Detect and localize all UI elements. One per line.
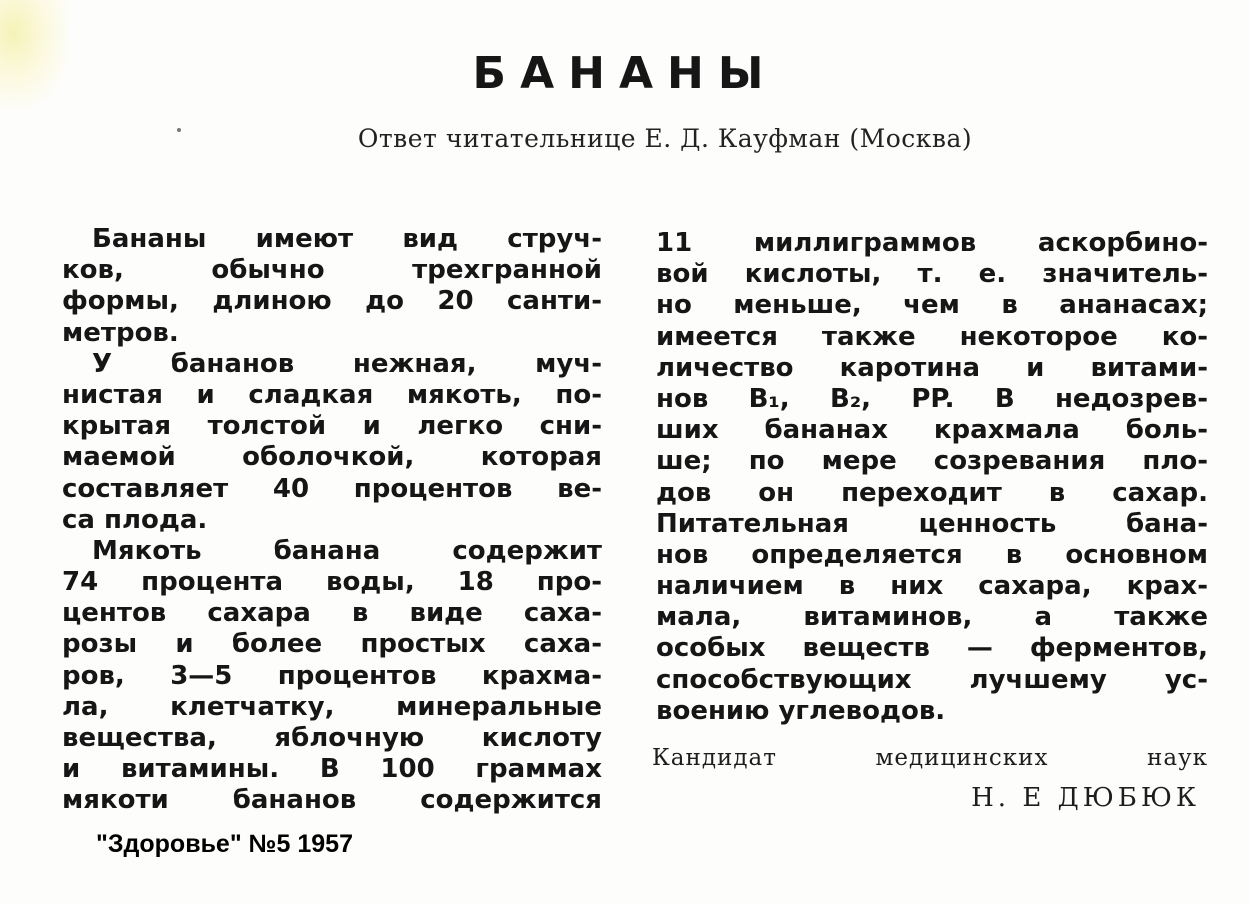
text-line: 11 миллиграммов аскорбино- xyxy=(656,228,1208,258)
text-line: ших бананах крахмала боль- xyxy=(656,415,1208,446)
text-line: дов он переходит в сахар. xyxy=(656,477,1208,508)
text-line: и витамины. В 100 граммах xyxy=(62,754,602,785)
text-line: имеется также некоторое ко- xyxy=(656,321,1208,352)
text-line: вещества, яблочную кислоту xyxy=(62,723,602,753)
text-line: особых веществ — ферментов, xyxy=(656,633,1208,664)
text-line: крытая толстой и легко сни- xyxy=(62,411,602,442)
text-line: нов B₁, B₂, PP. В недозрев- xyxy=(656,383,1208,414)
text-line: ше; по мере созревания пло- xyxy=(656,446,1208,477)
text-line: наличием в них сахара, крах- xyxy=(656,571,1208,602)
author-title: Кандидат медицинских наук xyxy=(652,745,1208,771)
author-signature xyxy=(652,745,1208,813)
text-line: нистая и сладкая мякоть, по- xyxy=(62,379,602,410)
author-name: Н. Е ДЮБЮК xyxy=(971,783,1200,813)
text-line: мала, витаминов, а также xyxy=(656,602,1208,633)
text-line: личество каротина и витами- xyxy=(656,352,1208,383)
text-line: воению углеводов. xyxy=(656,695,946,726)
text-line: ла, клетчатку, минеральные xyxy=(62,691,602,722)
text-line: розы и более простых саха- xyxy=(62,629,602,660)
text-line: составляет 40 процентов ве- xyxy=(62,473,602,504)
article-subtitle: Ответ читательнице Е. Д. Кауфман (Москва) xyxy=(357,124,973,153)
source-caption: "Здоровье" №5 1957 xyxy=(96,830,353,858)
text-line: са плода. xyxy=(62,504,208,535)
text-line: но меньше, чем в ананасах; xyxy=(656,290,1208,321)
text-line: 74 процента воды, 18 про- xyxy=(62,567,602,598)
text-line: маемой оболочкой, которая xyxy=(62,442,602,473)
left-column xyxy=(62,224,602,817)
text-line: нов определяется в основном xyxy=(656,539,1208,570)
text-line: ков, обычно трехгранной xyxy=(62,255,602,286)
text-line: ров, 3—5 процентов крахма- xyxy=(62,660,602,691)
text-line: Питательная ценность бана- xyxy=(656,508,1208,539)
text-line: вой кислоты, т. е. значитель- xyxy=(656,259,1208,290)
text-line: способствующих лучшему ус- xyxy=(656,664,1208,695)
text-line: У бананов нежная, муч- xyxy=(92,348,602,379)
text-line: мякоти бананов содержится xyxy=(62,785,602,816)
article-title: БАНАНЫ xyxy=(472,48,778,99)
text-line: Бананы имеют вид струч- xyxy=(92,224,602,254)
text-line: центов сахара в виде саха- xyxy=(62,598,602,629)
text-line: формы, длиною до 20 санти- xyxy=(62,286,602,317)
right-column xyxy=(656,228,1208,727)
text-line: метров. xyxy=(62,317,179,348)
text-line: Мякоть банана содержит xyxy=(92,535,602,566)
